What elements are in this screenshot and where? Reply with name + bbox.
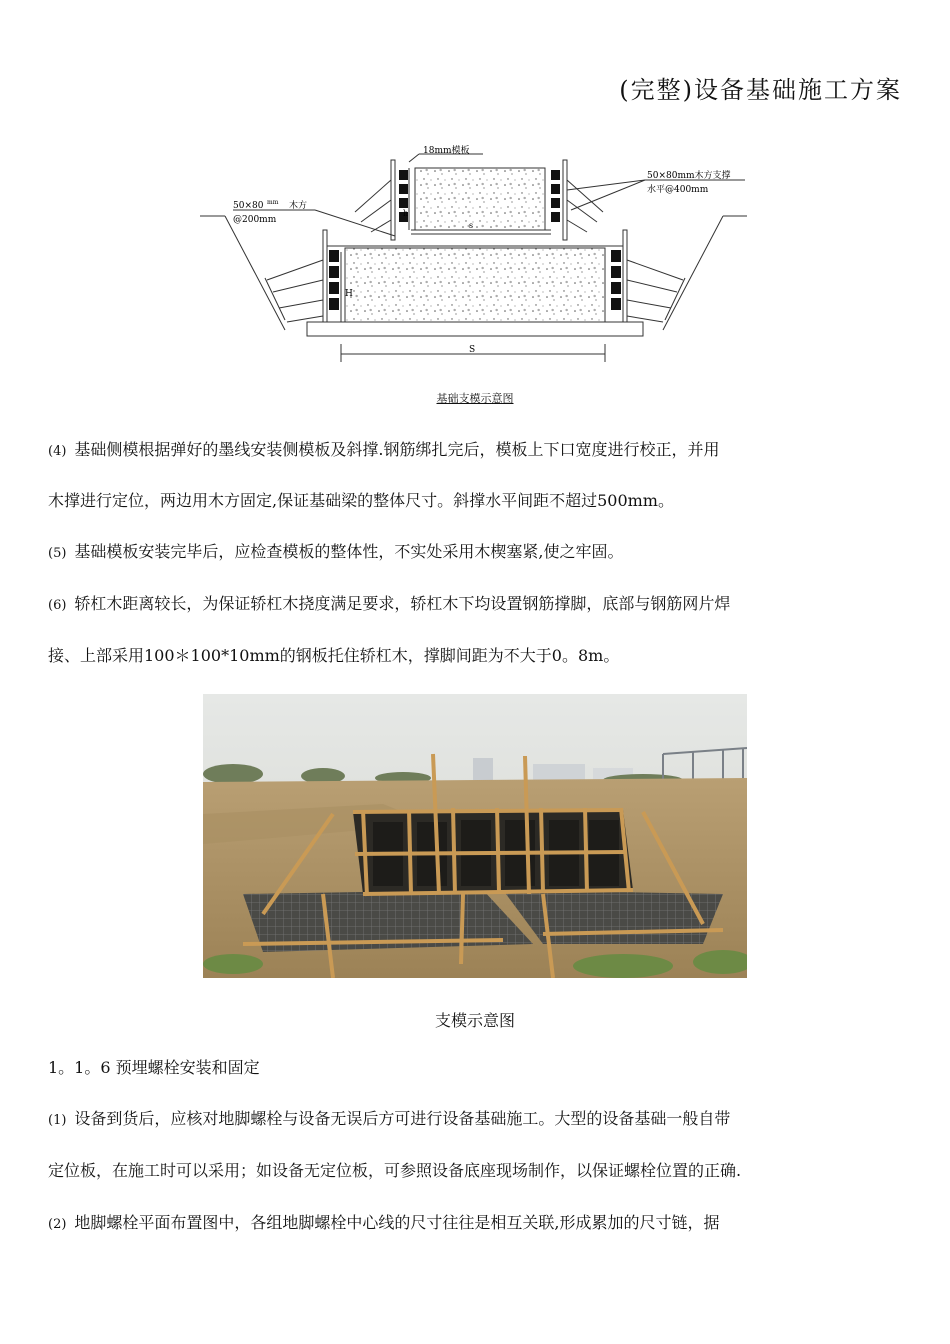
label-s-lower: S: [469, 345, 476, 355]
paragraph-b2-line-1: (2) 地脚螺栓平面布置图中，各组地脚螺栓中心线的尺寸往往是相互关联,形成累加的尺寸链，据: [48, 1213, 720, 1232]
label-timber-spacing: @200mm: [233, 215, 277, 225]
paragraph-6-line-1: (6) 轿杠木距离较长，为保证轿杠木挠度满足要求，轿杠木下均设置钢筋撑脚，底部与钢筋网片焊: [48, 594, 731, 613]
label-timber-unit: mm: [267, 199, 279, 206]
page-title: (完整)设备基础施工方案: [619, 76, 902, 104]
paragraph-4-line-2: 木撑进行定位，两边用木方固定,保证基础梁的整体尺寸。斜撑水平间距不超过500mm。: [48, 491, 674, 510]
paragraph-b1-line-2: 定位板，在施工时可以采用；如设备无定位板，可参照设备底座现场制作，以保证螺栓位置的正确.: [48, 1161, 742, 1180]
label-formwork-18mm: 18mm模板: [423, 146, 470, 156]
photo-caption: 支模示意图: [434, 1011, 515, 1030]
formwork-diagram: [195, 140, 755, 380]
paragraph-5: (5) 基础模板安装完毕后，应检查模板的整体性，不实处采用木楔塞紧,使之牢固。: [48, 542, 624, 561]
formwork-site-photo: [203, 694, 747, 978]
section-heading: 1。1。6 预埋螺栓安装和固定: [48, 1058, 260, 1077]
paragraph-4-line-1: (4) 基础侧模根据弹好的墨线安装侧模板及斜撑.钢筋绑扎完后，模板上下口宽度进行校正，并用: [48, 440, 720, 459]
label-support-spacing: 水平@400mm: [647, 185, 709, 195]
label-support-size: 50×80mm木方支撑: [647, 171, 731, 181]
label-s-upper: s: [469, 221, 474, 230]
diagram-caption: 基础支模示意图: [436, 392, 514, 405]
label-timber-word: 木方: [289, 201, 308, 211]
paragraph-b1-line-1: (1) 设备到货后，应核对地脚螺栓与设备无误后方可进行设备基础施工。大型的设备基础一般自带: [48, 1109, 731, 1128]
label-h-upper: h: [403, 209, 409, 218]
label-h-lower: H: [345, 289, 353, 299]
label-timber-size: 50×80: [233, 201, 264, 211]
paragraph-6-line-2: 接、上部采用100＊100*10mm的钢板托住轿杠木，撑脚间距为不大于0。8m。: [48, 646, 620, 665]
